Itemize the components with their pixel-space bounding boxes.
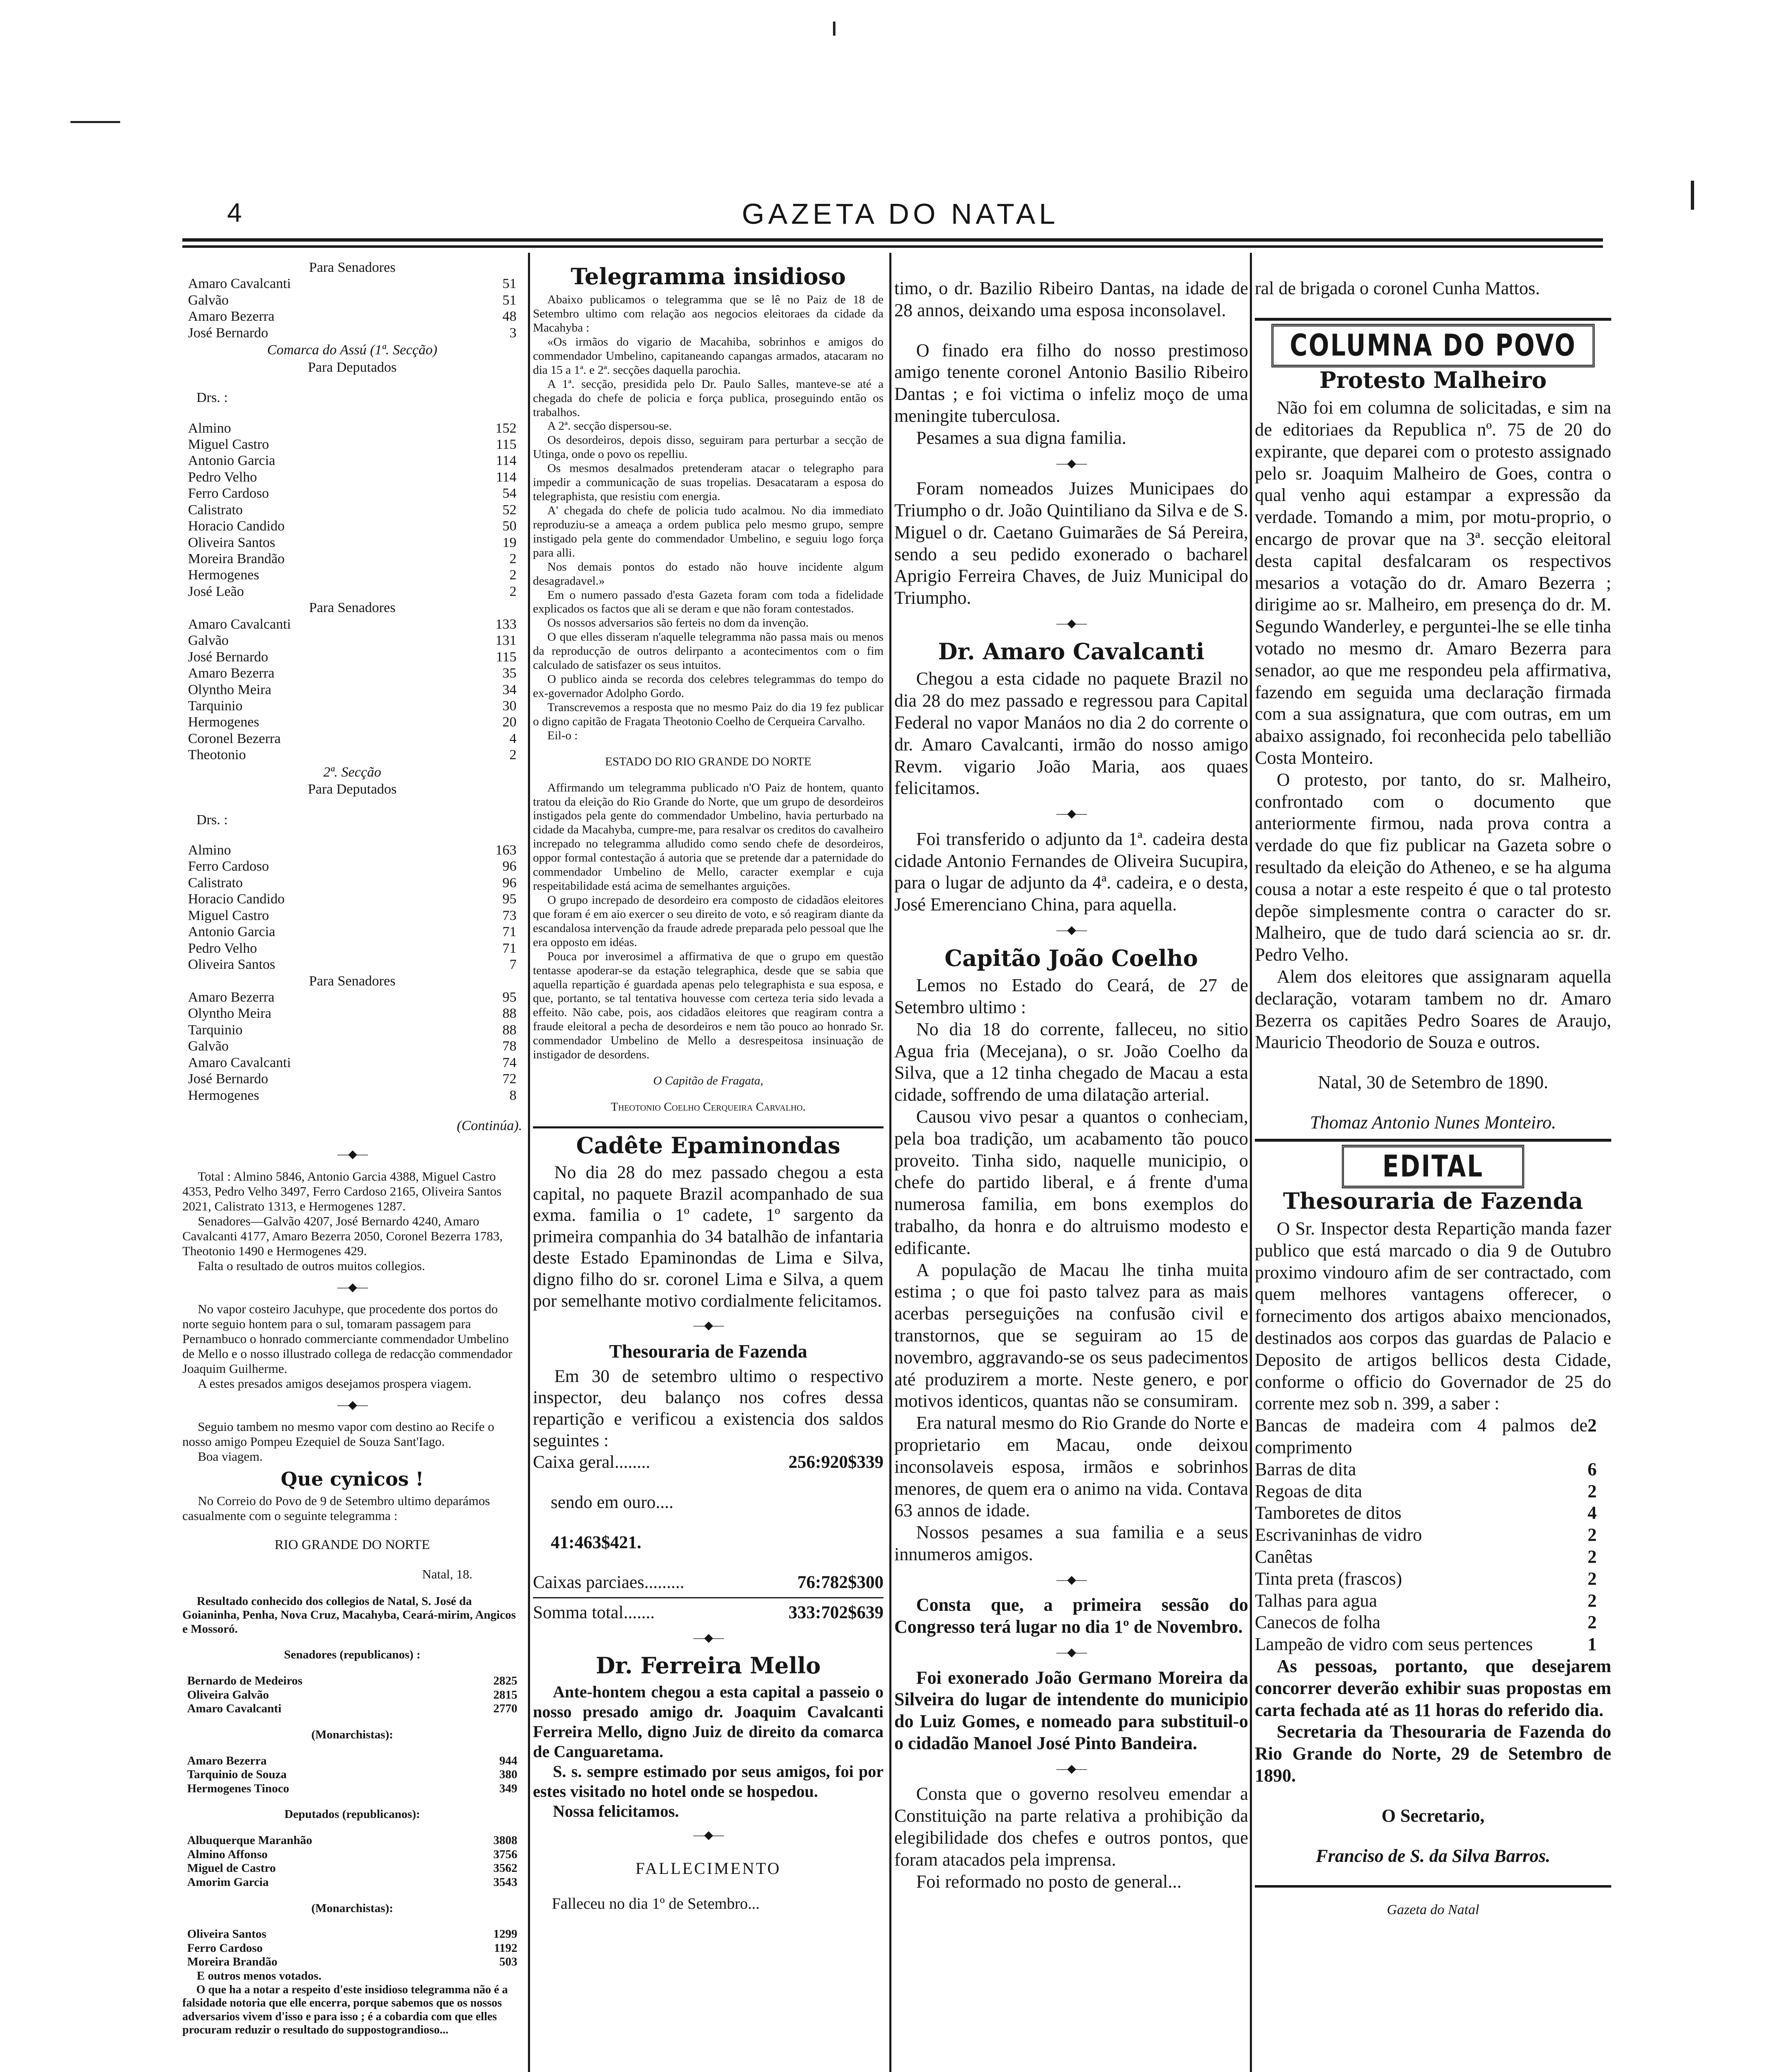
monarch-a-list [182, 1754, 522, 1796]
cynicos-title: Que cynicos ! [281, 1468, 424, 1491]
vote-row: Hermogenes 8 [188, 1087, 517, 1103]
final-text: O que ha a notar a respeito d'este insidioso telegramma não é a falsidade notoria que elle encerra, porque sabemos que os nossos adversarios vivem d'isso e para isso ; é a cobardia com que elles procuram reduzir o resultado do suppostograndioso... [182, 1983, 508, 2037]
tesouraria-title: Thesouraria de Fazenda [609, 1340, 807, 1362]
rgn-heading: RIO GRANDE DO NORTE [274, 1537, 430, 1553]
vote-row: Galvão 131 [188, 633, 517, 649]
vote-row: Calistrato 96 [188, 875, 517, 891]
eil-o: Eil-o : [547, 729, 578, 742]
vote-row: Horacio Candido 50 [188, 518, 517, 534]
protesto-date: Natal, 30 de Setembro de 1890. [1318, 1072, 1548, 1093]
ferreira-text: Ante-hontem chegou a esta capital a passeio o nosso presado amigo dr. Joaquim Cavalcanti Ferreira Mello, digno Juiz de direito da comarca de Canguaretama. [533, 1682, 884, 1761]
paragraph: O que elles disseram n'aquelle telegramma não passa mais ou menos da reproducção de outros delirpanto a acontecimentos com o fim calculado de satisfazer os seus intuitos. [533, 630, 884, 672]
paragraph: «Os irmãos do vigario de Macahiba, sobrinhos e amigos do commendador Umbelino, capitaneando capangas armados, atacaram no dia 15 a 1ª. e 2ª. secções daquella parochia. [533, 335, 884, 377]
list-item: Regoas de dita 2 [1255, 1481, 1597, 1501]
vote-row: Coronel Bezerra 4 [188, 731, 517, 746]
newspaper-title: GAZETA DO NATAL [742, 198, 1059, 230]
paragraph: Causou vivo pesar a quantos o conheciam, pela boa tradição, um acabamento tão pouco proveito. Tinha sido, naquelle municipio, o chefe do partido liberal, e á frente d'uma numerosa familia, em bons exemplos do trabalho, da honra e do altruismo modesto e edificante. [894, 1106, 1248, 1258]
ferreira-text-3: Nossa felicitamos. [553, 1801, 679, 1820]
vote-row: Amaro Bezerra 35 [188, 666, 517, 681]
vote-row: Oliveira Santos 1299 [187, 1927, 518, 1941]
vote-row: Albuquerque Maranhão 3808 [187, 1834, 518, 1847]
bottom-text: Foi reformado no posto de general... [916, 1871, 1182, 1892]
vote-row: Galvão 78 [188, 1038, 517, 1054]
comarca-title: Comarca do Assú (1ª. Secção) [267, 342, 438, 358]
vote-row: Pedro Velho 71 [188, 940, 517, 956]
vote-row: Amorim Garcia 3543 [187, 1875, 518, 1889]
vote-row: Amaro Bezerra 95 [188, 989, 517, 1005]
divider: —◆— [1056, 807, 1086, 821]
paragraph: timo, o dr. Bazilio Ribeiro Dantas, na idade de 28 annos, deixando uma esposa inconsolavel. [894, 278, 1248, 320]
header-rule-top [182, 238, 1603, 242]
vote-row: Moreira Brandão 503 [187, 1955, 518, 1969]
divider: —◆— [337, 1148, 367, 1161]
section-rule [1255, 318, 1611, 321]
vote-row: Oliveira Galvão 2815 [187, 1688, 518, 1702]
paragraph: Foram nomeados Juizes Municipaes do Triumpho o dr. João Quintiliano da Silva e de S. Miguel o dr. Caetano Guimarães de Sá Pereira, sendo a seu pedido exonerado o bacharel Aprigio Ferreira Chaves, de Juiz Municipal do Triumpho. [894, 478, 1248, 608]
paragraph: A população de Macau lhe tinha muita estima ; o que foi pasto talvez para as mais acerbas perseguições na confusão civil e transtornos, que se seguiram ao 15 de novembro, aggravando-se os seus padecimentos até produzirem a morte. Neste genero, e por motivos identicos, quantas não se consumiram. [894, 1259, 1248, 1411]
dep-rep-title: Deputados (republicanos): [284, 1808, 420, 1821]
list-item: Talhas para agua 2 [1255, 1590, 1597, 1611]
telegramma-title: Telegramma insidioso [571, 263, 846, 290]
section-rule [533, 1126, 884, 1128]
tesouraria-text: Em 30 de setembro ultimo o respectivo inspector, deu balanço nos cofres dessa repartição e verificou a existencia dos saldos seguintes : [533, 1366, 884, 1450]
paragraph: Em o numero passado d'esta Gazeta foram com toda a fidelidade explicados os factos que ali se deram e que não foram contestados. [533, 588, 884, 616]
paragraph: A 1ª. secção, presidida pelo Dr. Paulo Salles, manteve-se até a chegada do chefe de policia e força publica, proseguindo então os trabalhos. [533, 377, 884, 419]
paragraph: Transcrevemos a resposta que no mesmo Paiz do dia 19 fez publicar o digno capitão de Fragata Theotonio Coelho de Cerqueira Carvalho. [533, 700, 884, 728]
senadores-b-title: Para Senadores [309, 600, 396, 616]
vote-row: Amaro Bezerra 48 [188, 309, 517, 324]
divider: —◆— [1056, 1573, 1086, 1586]
paragraph: ral de brigada o coronel Cunha Mattos. [1255, 278, 1540, 298]
vote-row: Amaro Cavalcanti 133 [188, 616, 517, 632]
vote-row: José Leão 2 [188, 583, 517, 599]
secretario-label: O Secretario, [1381, 1805, 1485, 1826]
vote-row: Antonio Garcia 114 [188, 453, 517, 469]
paragraph: O protesto, por tanto, do sr. Malheiro, confrontado com o documento que anteriormente firmou, nada prova contra a verdade do que fiz publicar na Gazeta sobre o resultado da eleição do Atheneo, e se ha alguma cousa a notar a este respeito é que o tal protesto depõe simplesmente contra o caracter do sr. Malheiro, que de tudo dará sciencia ao sr. dr. Pedro Velho. [1255, 769, 1611, 965]
vote-row: Horacio Candido 95 [188, 891, 517, 907]
divider: —◆— [337, 1280, 367, 1294]
balance-table [533, 1451, 884, 1624]
vote-row: Miguel de Castro 3562 [187, 1861, 518, 1875]
list-item: Lampeão de vidro com seus pertences 1 [1255, 1634, 1597, 1655]
list-item: Canecos de folha 2 [1255, 1612, 1597, 1633]
vote-row: José Bernardo 3 [188, 325, 517, 341]
list-item: Canêtas 2 [1255, 1547, 1597, 1567]
senadores-c-title: Para Senadores [309, 973, 396, 989]
paragraph: No dia 18 do corrente, falleceu, no sitio Agua fria (Mecejana), o sr. João Coelho da Silva, que a 12 tinha chegado de Macau a esta cidade, soffrendo de uma dilatação arterial. [894, 1019, 1248, 1105]
vote-row: Olyntho Meira 88 [188, 1006, 517, 1021]
column-divider-2 [889, 253, 891, 2072]
paragraph: Os nossos adversarios são ferteis no dom da invenção. [547, 616, 809, 630]
vote-row: Ferro Cardoso 1192 [187, 1941, 518, 1955]
page-number: 4 [227, 198, 242, 228]
column-divider-3 [1250, 253, 1252, 2072]
total-text: Total : Almino 5846, Antonio Garcia 4388, Miguel Castro 4353, Pedro Velho 3497, Ferro Cardoso 2165, Oliveira Santos 2021, Calistrato 1313, e Hermogenes 1287. [182, 1169, 502, 1213]
senadores-total: Senadores—Galvão 4207, José Bernardo 4240, Amaro Cavalcanti 4177, Amaro Bezerra 2050, Coronel Bezerra 1783, Theotonio 1490 e Hermogenes 429. [182, 1213, 503, 1258]
deputados-a-title: Para Deputados [307, 359, 397, 375]
vote-row: Almino Affonso 3756 [187, 1847, 518, 1861]
edital-text-2: As pessoas, portanto, que desejarem concorrer deverão exhibir suas propostas em carta fechada até as 11 horas do referido dia. [1255, 1656, 1611, 1720]
vote-row: Miguel Castro 73 [188, 908, 517, 923]
column-2 [533, 259, 884, 1913]
divider: —◆— [337, 1398, 367, 1411]
paragraph: O publico ainda se recorda dos celebres telegrammas do tempo do ex-governador Adolpho Gordo. [533, 673, 884, 700]
vote-row: José Bernardo 115 [188, 649, 517, 665]
monarch-a-title: (Monarchistas): [311, 1728, 393, 1741]
sen-rep-list [182, 1674, 522, 1716]
paragraph: Pesames a sua digna familia. [916, 427, 1126, 448]
vote-row: Ferro Cardoso 54 [188, 486, 517, 501]
vote-row: Hermogenes Tinoco 349 [187, 1782, 518, 1795]
column-4 [1255, 259, 1611, 1933]
divider: —◆— [1056, 457, 1086, 470]
edital-banner: EDITAL [1342, 1145, 1524, 1188]
signature-rank: O Capitão de Fragata, [653, 1074, 763, 1088]
senadores-a-title: Para Senadores [309, 260, 396, 275]
sum-rule [533, 1597, 884, 1598]
paragraph: Os mesmos desalmados pretenderam atacar o telegrapho para impedir a communicação de suas tropelias. Desacataram a esposa do telegraphista, que resistiu com energia. [533, 462, 884, 503]
cadete-title: Cadête Epaminondas [576, 1132, 840, 1159]
vote-row: Olyntho Meira 34 [188, 682, 517, 697]
list-item: Escrivaninhas de vidro 2 [1255, 1525, 1597, 1545]
vote-row: Amaro Cavalcanti 2770 [187, 1702, 518, 1716]
items-list [1255, 1415, 1611, 1656]
paragraph: Pouca por inverosimel a affirmativa de que o grupo em questão tentasse apoderar-se da estação telegraphica, desde que se sabia que aquella repartição é guardada apenas pelo telegraphista e sua esposa, e que, portanto, se tal tentativa houvesse com certeza teria sido levada a effeito. Não cabe, pois, aos cidadãos eleitores que reagiram contra a fraude eleitoral a pecha de desordeiros e nem tão pouco ao honrado Sr. commendador Umbelino de Mello a desrespeitosa insinuação de instigador de desordens. [533, 949, 884, 1062]
section-rule [1255, 1885, 1611, 1888]
balance-row: Caixa geral........ 256:920$339 [533, 1452, 884, 1472]
list-item: Bancas de madeira com 4 palmos de comprimento 2 [1255, 1415, 1597, 1458]
vote-row: Oliveira Santos 7 [188, 957, 517, 973]
vote-row: Amaro Cavalcanti 51 [188, 276, 517, 292]
balance-row: sendo em ouro.... [551, 1492, 674, 1512]
falecimento-title: FALLECIMENTO [635, 1859, 781, 1878]
list-item: Tinta preta (frascos) 2 [1255, 1568, 1597, 1589]
governo-text: Consta que o governo resolveu emendar a Constituição na parte relativa a prohibição da elegibilidade dos chefes e outros pontos, que foram atacados pela imprensa. [894, 1784, 1248, 1870]
margin-speck [833, 22, 835, 36]
balance-row: 41:463$421. [551, 1532, 642, 1552]
ferreira-title: Dr. Ferreira Mello [596, 1652, 821, 1679]
transf-text: Foi transferido o adjunto da 1ª. cadeira desta cidade Antonio Fernandes de Oliveira Sucupira, para o lugar de adjunto da 4ª. cadeira, e o desta, José Emerenciano China, para aquella. [894, 828, 1248, 915]
section-rule [1255, 1139, 1611, 1142]
sen-rep-title: Senadores (republicanos) : [284, 1648, 421, 1662]
congresso-text: Consta que, a primeira sessão do Congresso terá lugar no dia 1º de Novembro. [894, 1595, 1248, 1637]
vote-row: Bernardo de Medeiros 2825 [187, 1674, 518, 1688]
drs-label: Drs. : [196, 390, 228, 406]
continua-label: (Continúa). [457, 1118, 522, 1133]
paragraph: A' chegada do chefe de policia tudo acalmou. No dia immediato reproduziu-se a ameaça a ordem publica pelo mesmo grupo, sempre instigado pela gente do commendador Umbelino, e seguiu logo força para alli. [533, 504, 884, 559]
vote-row: Miguel Castro 115 [188, 436, 517, 452]
balance-row: Caixas parciaes......... 76:782$300 [533, 1573, 884, 1593]
deputados-b-list [182, 842, 522, 973]
vote-row: Calistrato 52 [188, 502, 517, 518]
paragraph: A 2ª. secção dispersou-se. [547, 419, 672, 433]
paragraph: Era natural mesmo do Rio Grande do Norte e proprietario em Macau, onde deixou inconsolaveis esposa, irmãos e sobrinhos menores, de quem era o animo na vida. Contava 63 annos de idade. [894, 1413, 1248, 1521]
column-divider-1 [528, 253, 530, 2072]
seguio-text: Seguio tambem no mesmo vapor com destino ao Recife o nosso amigo Pompeu Ezequiel de Souza Sant'Iago. [182, 1419, 494, 1449]
deputados-b-title: Para Deputados [307, 782, 397, 797]
coelho-title: Capitão João Coelho [944, 944, 1198, 971]
divider: —◆— [1056, 1762, 1086, 1775]
secretario-name: Franciso de S. da Silva Barros. [1316, 1845, 1550, 1866]
senadores-a-list [182, 276, 522, 341]
balance-row: Somma total....... 333:702$639 [533, 1603, 884, 1623]
secao2-title: 2ª. Secção [323, 764, 381, 780]
header-rule-bottom [182, 245, 1603, 248]
column-3 [894, 259, 1248, 1893]
monarch-b-list [182, 1927, 522, 1969]
footer-gazeta: Gazeta do Natal [1387, 1902, 1479, 1918]
jacuhype-text-2: A estes presados amigos desejamos prospera viagem. [198, 1376, 472, 1391]
vote-row: Hermogenes 20 [188, 714, 517, 730]
deputados-a-list [182, 420, 522, 600]
vote-row: Tarquinio 30 [188, 698, 517, 714]
estado-title: ESTADO DO RIO GRANDE DO NORTE [605, 755, 811, 768]
paragraph: Abaixo publicamos o telegramma que se lê no Paiz de 18 de Setembro ultimo com relação aos negocios eleitoraes da cidade da Macahyba : [533, 293, 884, 335]
signature-name: Theotonio Coelho Cerqueira Carvalho. [610, 1100, 806, 1113]
paragraph: O finado era filho do nosso prestimoso amigo tenente coronel Antonio Basilio Ribeiro Dantas ; e foi victima o infeliz moço de uma meningite tuberculosa. [894, 340, 1248, 426]
divider: —◆— [1056, 617, 1086, 630]
divider: —◆— [1056, 1646, 1086, 1659]
resultado-text: Resultado conhecido dos collegios de Natal, S. José da Goianinha, Penha, Nova Cruz, Macahyba, Ceará-mirim, Angicos e Mossoró. [182, 1594, 516, 1636]
divider: —◆— [693, 1828, 723, 1842]
columna-banner: COLUMNA DO POVO [1271, 324, 1595, 367]
cadete-text: No dia 28 do mez passado chegou a esta capital, no paquete Brazil acompanhado de sua exma. familia o 1º cadete, 1º sargento da primeira companhia do 34 batalhão de infantaria deste Estado Epaminondas de Lima e Silva, digno filho do sr. coronel Lima e Silva, a quem por semelhante motivo cordialmente felicitamos. [533, 1163, 884, 1311]
vote-row: Almino 163 [188, 842, 517, 858]
outros-text: E outros menos votados. [196, 1969, 322, 1983]
paragraph: Nossos pesames a sua familia e a seus innumeros amigos. [894, 1522, 1248, 1565]
dep-rep-list [182, 1834, 522, 1890]
paragraph: O grupo increpado de desordeiro era composto de cidadãos eleitores que foram é em aio exercer o seu direito de voto, e só reagiram diante da escandalosa intervenção da fraude adrede preparada pelo pessoal que lhe era opposto em idéas. [533, 893, 884, 949]
paragraph: Nos demais pontos do estado não houve incidente algum desagradavel.» [533, 560, 884, 588]
edital-text: O Sr. Inspector desta Repartição manda fazer publico que está marcado o dia 9 de Outubro proximo vindouro afim de ser contractado, com quem melhores vantagens offerecer, o fornecimento dos artigos abaixo mencionados, destinados aos corpos das guardas de Palacio e Deposito de artigos bellicos desta Cidade, conforme o officio do Governador de 25 do corrente mez sob n. 399, a saber : [1255, 1218, 1611, 1414]
amaro-text: Chegou a esta cidade no paquete Brazil no dia 28 do mez passado e regressou para Capital Federal no vapor Manáos no dia 2 do corrente o dr. Amaro Cavalcanti, irmão do nosso amigo Revm. vigario João Maria, aos quaes felicitamos. [894, 668, 1248, 799]
vote-row: Hermogenes 2 [188, 567, 517, 583]
vote-row: José Bernardo 72 [188, 1071, 517, 1087]
divider: —◆— [693, 1631, 723, 1644]
protesto-signature: Thomaz Antonio Nunes Monteiro. [1310, 1112, 1557, 1133]
vote-row: Pedro Velho 114 [188, 469, 517, 485]
vote-row: Ferro Cardoso 96 [188, 859, 517, 874]
boa-viagem: Boa viagem. [198, 1449, 263, 1464]
margin-speck [1691, 181, 1694, 210]
natal-date: Natal, 18. [422, 1566, 472, 1581]
paragraph: Alem dos eleitores que assignaram aquella declaração, votaram tambem no dr. Amaro Bezerra os capitães Pedro Soares de Araujo, Mauricio Theodorio de Souza e outros. [1255, 966, 1611, 1053]
vote-row: Tarquinio de Souza 380 [187, 1768, 518, 1782]
paragraph: Não foi em columna de solicitadas, e sim na de editoriaes da Republica nº. 75 de 20 do expirante, que deparei com o protesto assignado pelo sr. Joaquim Malheiro de Goes, contra o qual venho aqui estampar a expressão da verdade. Tomando a mim, por motu-proprio, o encargo de provar que na 3ª. secção eleitoral desta capital desfalcaram os respectivos mesarios a votação do dr. Amaro Bezerra ; dirigime ao sr. Malheiro, em presença do dr. M. Segundo Wanderley, e perguntei-lhe se elle tinha votado no mesmo dr. Amaro Bezerra para senador, ao que me respondeu pela affirmativa, fazendo em seguida uma declaração firmada com a sua assignatura, que com outras, em um abaixo assignado, foi reconhecida pelo tabellião Costa Monteiro. [1255, 397, 1611, 768]
cynicos-text: No Correio do Povo de 9 de Setembro ultimo deparámos casualmente com o seguinte telegramma : [182, 1493, 490, 1523]
falecimento-text: Falleceu no dia 1º de Setembro... [552, 1895, 760, 1913]
senadores-b-list [182, 616, 522, 763]
monarch-b-title: (Monarchistas): [311, 1901, 393, 1915]
amaro-title: Dr. Amaro Cavalcanti [938, 638, 1205, 665]
paragraph: Affirmando um telegramma publicado n'O Paiz de hontem, quanto tratou da eleição do Rio Grande do Norte, que um grupo de desordeiros instigados pela gente do commendador Umbelino, havia perturbado na cidade da Macahyba, cumpre-me, para resalvar os creditos do cavalheiro increpado no telegramma alludido como sendo chefe de desordeiros, oppor formal contestação á autoria que se pretende dar a paternidade do commendador Umbelino de Mello, caracter exemplar e cuja respeitabilidade está acima de semelhantes arguições. [533, 781, 884, 893]
ferreira-text-2: S. s. sempre estimado por seus amigos, foi por estes visitado no hotel onde se hospedou. [533, 1762, 884, 1801]
jacuhype-text: No vapor costeiro Jacuhype, que procedente dos portos do norte seguio hontem para o sul, tomaram passagem para Pernambuco o honrado commerciante commendador Umbelino de Mello e o nosso illustrado collega de redacção commendador Joaquim Guilherme. [182, 1302, 513, 1376]
list-item: Tamboretes de ditos 4 [1255, 1503, 1597, 1523]
paragraph: Os desordeiros, depois disso, seguiram para perturbar a secção de Utinga, onde o povo os repelliu. [533, 433, 884, 461]
vote-row: Moreira Brandão 2 [188, 551, 517, 566]
list-item: Barras de dita 6 [1255, 1459, 1597, 1479]
vote-row: Galvão 51 [188, 292, 517, 308]
vote-row: Amaro Cavalcanti 74 [188, 1055, 517, 1070]
column-1 [182, 259, 522, 2037]
drs-label: Drs. : [196, 812, 228, 828]
vote-row: Tarquinio 88 [188, 1022, 517, 1038]
vote-row: Almino 152 [188, 420, 517, 436]
vote-row: Antonio Garcia 71 [188, 924, 517, 940]
senadores-c-list [182, 989, 522, 1104]
vote-row: Oliveira Santos 19 [188, 535, 517, 550]
protesto-title: Protesto Malheiro [1319, 367, 1547, 394]
edital-text-3: Secretaria da Thesouraria de Fazenda do Rio Grande do Norte, 29 de Setembro de 1890. [1255, 1721, 1611, 1786]
vote-row: Amaro Bezerra 944 [187, 1754, 518, 1767]
divider: —◆— [1056, 923, 1086, 937]
divider: —◆— [693, 1319, 723, 1332]
paragraph: Lemos no Estado do Ceará, de 27 de Setembro ultimo : [894, 975, 1248, 1018]
falta-text: Falta o resultado de outros muitos collegios. [198, 1258, 425, 1273]
vote-row: Theotonio 2 [188, 747, 517, 763]
margin-speck [70, 121, 120, 123]
thesouraria-title: Thesouraria de Fazenda [1283, 1188, 1583, 1215]
exonerado-text: Foi exonerado João Germano Moreira da Silveira do lugar de intendente do municipio do Luiz Gomes, e nomeado para substituil-o o cidadão Manoel José Pinto Bandeira. [894, 1667, 1248, 1753]
